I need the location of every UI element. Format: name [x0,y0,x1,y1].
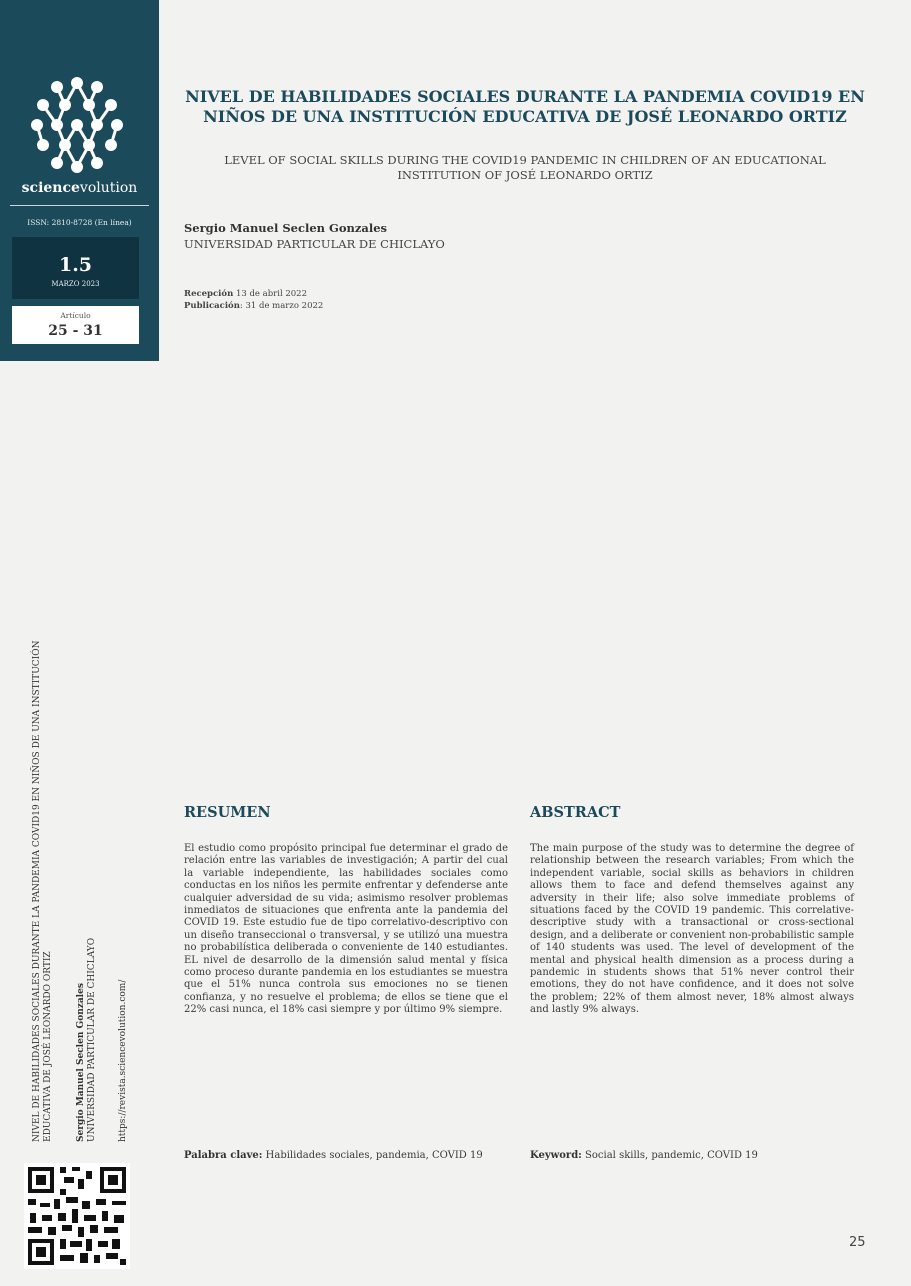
abstract-text: The main purpose of the study was to determine the degree of relationship between the research variables; From which the independent variable, social skills as behaviors in children allows them to face and defend themselves against any adversity in their life; also solve immediate problems of situations faced by the COVID 19 pandemic. This correlative-descriptive study with a transactional or cross-sectional design, and a deliberate or convenient non-probabilistic sample of 140 students was used. The level of development of the mental and physical health dimension as a process during a pandemic in students shows that 51% never control their emotions, they do not have confidence, and it does not solve the problem; 22% of them almost never, 18% almost always and lastly 9% always. [530,843,854,1016]
author-affiliation: UNIVERSIDAD PARTICULAR DE CHICLAYO [184,237,445,251]
article-pages-box [12,306,139,344]
qr-code-icon [24,1163,130,1269]
resumen-keywords: Palabra clave: Habilidades sociales, pandemia, COVID 19 [184,1150,483,1161]
journal-brand: sciencevolution [21,180,138,196]
abstract-keywords: Keyword: Social skills, pandemic, COVID 19 [530,1150,758,1161]
volume-number: 1.5 [58,254,93,276]
author-name: Sergio Manuel Seclen Gonzales [184,221,388,235]
article-label: Artículo [60,311,91,320]
volume-box [12,237,139,299]
published-date: Publicación: 31 de marzo 2022 [184,301,324,311]
article-dates [184,288,323,312]
issue-date: MARZO 2023 [51,280,100,288]
article-pages: 25 - 31 [48,323,103,339]
received-date: Recepción 13 de abril 2022 [184,289,308,299]
abstract-heading: ABSTRACT [530,804,621,821]
side-vertical-url[interactable]: https://revista.sciencevolution.com/ [118,979,128,1142]
journal-sidebar [0,0,159,361]
title-english: LEVEL OF SOCIAL SKILLS DURING THE COVID19 PANDEMIC IN CHILDREN OF AN EDUCATIONAL INSTITUTION OF JOSÉ LEONARDO ORTIZ [224,153,826,182]
sciencevolution-logo-icon [27,75,127,175]
side-vertical-title: NIVEL DE HABILIDADES SOCIALES DURANTE LA PANDEMIA COVID19 EN NIÑOS DE UNA INSTITUCIÓN EDUCATIVA DE JOSÉ LEONARDO ORTIZ [32,640,53,1142]
resumen-text: El estudio como propósito principal fue determinar el grado de relación entre las variables de investigación; A partir del cual la variable independiente, las habilidades sociales como conductas en los niños les permite enfrentar y defenderse ante cualquier adversidad de su vida; asimismo resolver problemas inmediatos de situaciones que enfrenta ante la pandemia del COVID 19. Este estudio fue de tipo correlativo-descriptivo con un diseño transeccional o transversal, y se utilizó una muestra no probabilística deliberada o conveniente de 140 estudiantes. EL nivel de desarrollo de la dimensión salud mental y física como proceso durante pandemia en los estudiantes se muestra que el 51% nunca controla sus emociones no se tienen confianza, y no resuelve el problema; de ellos se tiene que el 22% casi nunca, el 18% casi siempre y por último 9% siempre. [184,843,508,1016]
title-spanish: NIVEL DE HABILIDADES SOCIALES DURANTE LA PANDEMIA COVID19 EN NIÑOS DE UNA INSTITUCIÓN EDUCATIVA DE JOSÉ LEONARDO ORTIZ [185,87,865,126]
resumen-heading: RESUMEN [184,804,271,821]
page-number: 25 [849,1235,866,1250]
issn: ISSN: 2810-8728 (En línea) [27,218,132,227]
side-vertical-author: Sergio Manuel Seclen Gonzales UNIVERSIDAD PARTICULAR DE CHICLAYO [76,937,97,1142]
brand-divider [10,205,149,206]
